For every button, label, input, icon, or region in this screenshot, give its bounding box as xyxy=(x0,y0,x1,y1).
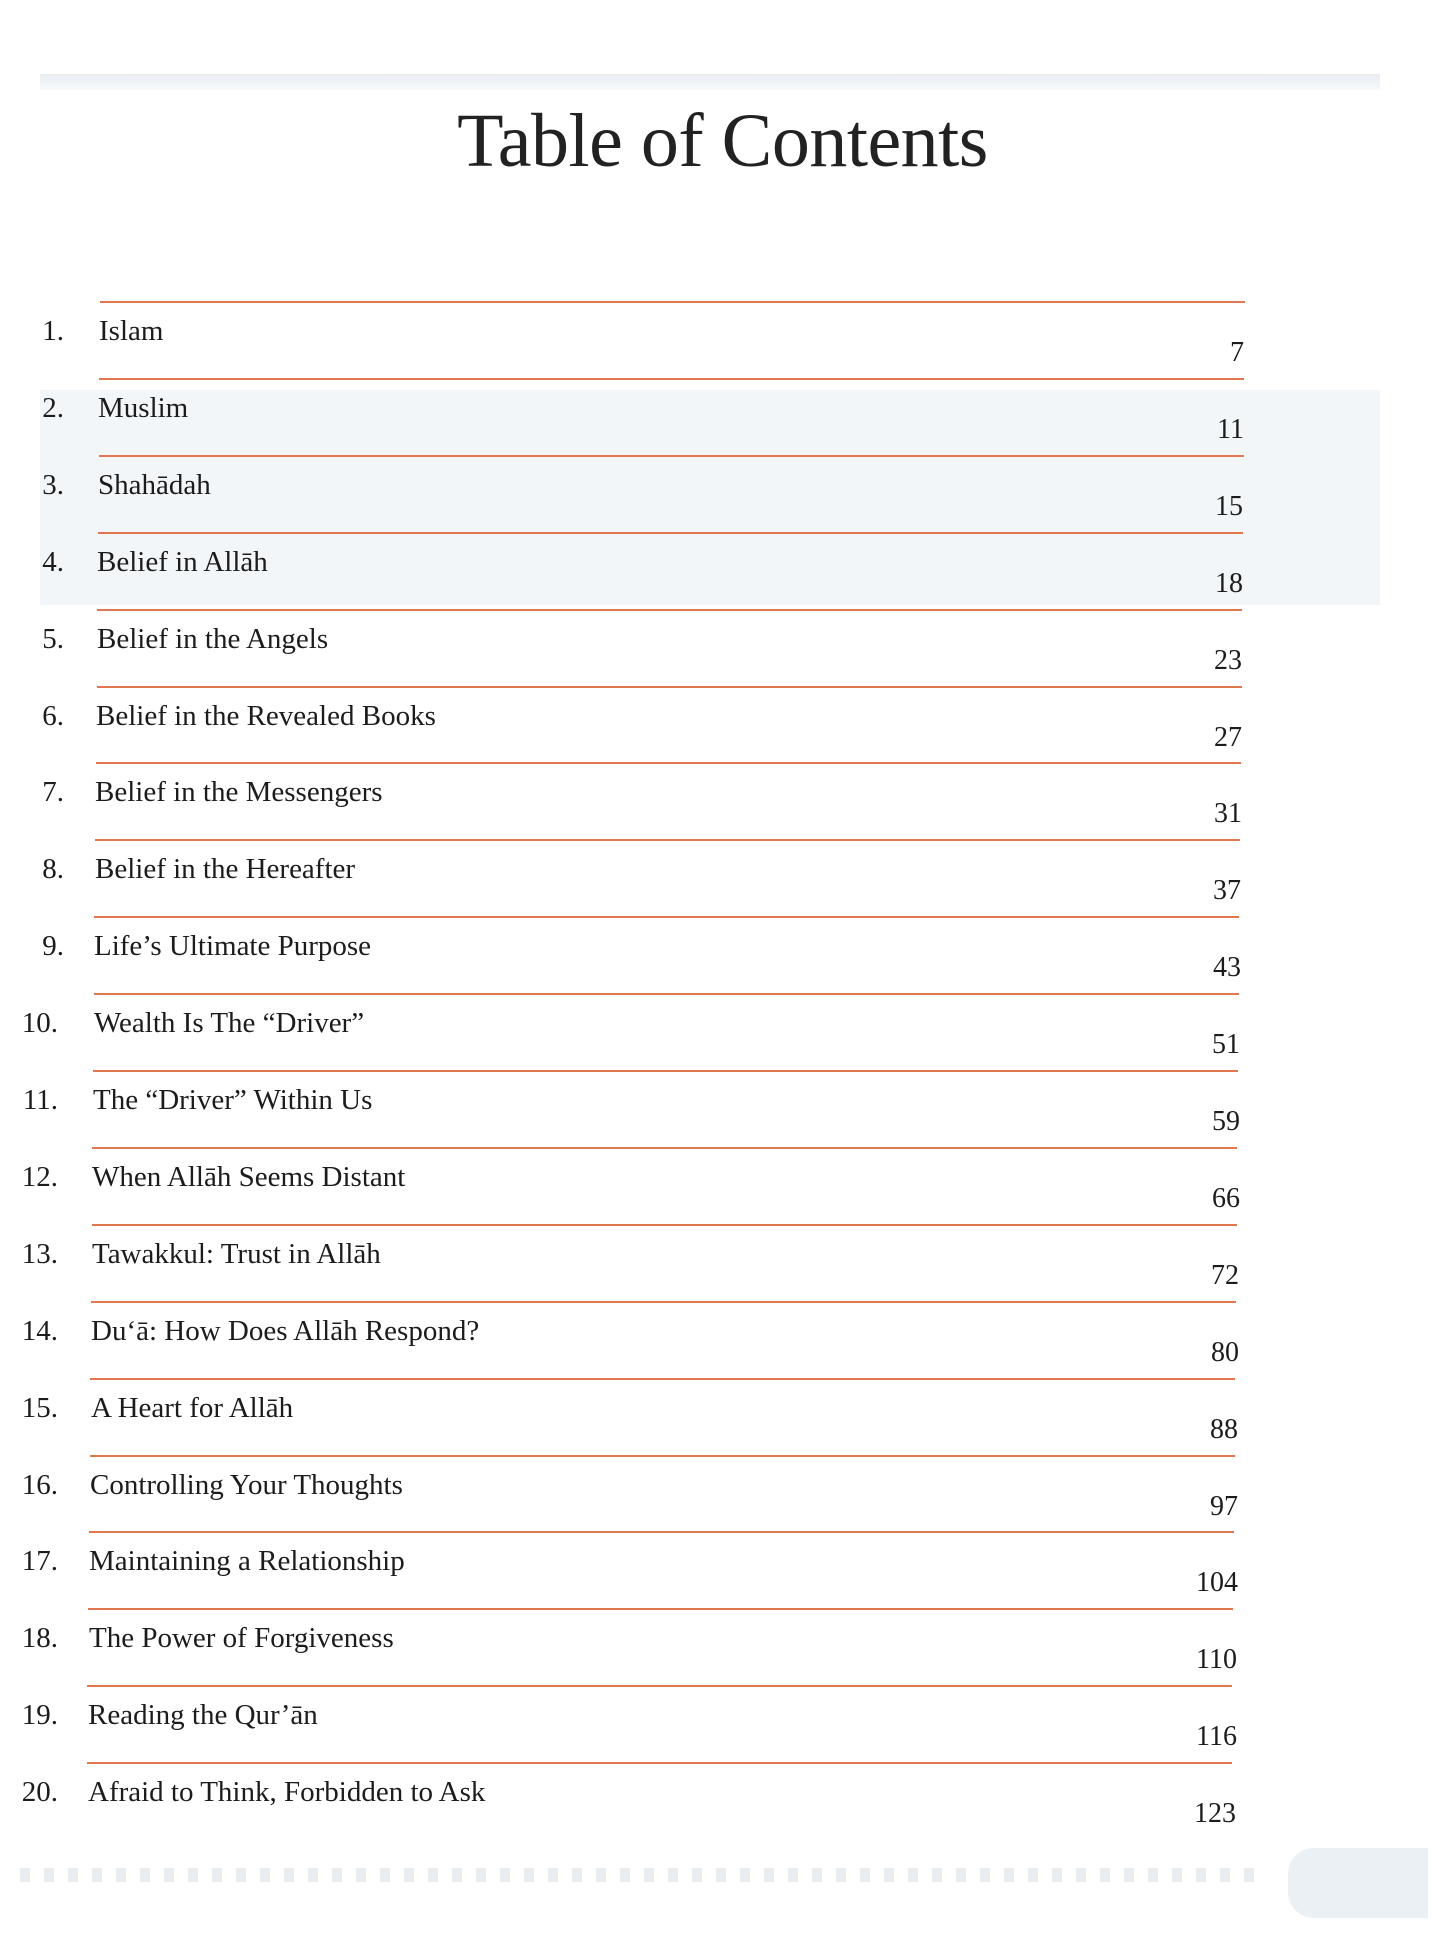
toc-entry-page-number: 23 xyxy=(1214,645,1242,676)
toc-entry-title: Shahādah xyxy=(98,469,211,501)
toc-divider xyxy=(100,301,1245,303)
toc-entry-number: 13. xyxy=(21,1238,58,1270)
toc-divider xyxy=(92,1224,1237,1226)
toc-entry[interactable] xyxy=(0,1531,1445,1608)
toc-divider xyxy=(96,762,1241,764)
toc-entry-page-number: 66 xyxy=(1212,1183,1240,1214)
toc-entry-number: 5. xyxy=(42,623,64,655)
toc-entry-title: Du‘ā: How Does Allāh Respond? xyxy=(91,1315,480,1347)
toc-entry-title: Controlling Your Thoughts xyxy=(90,1469,403,1501)
toc-entry-page-number: 43 xyxy=(1213,952,1241,983)
toc-divider xyxy=(99,455,1244,457)
toc-entry[interactable] xyxy=(0,1147,1445,1224)
toc-divider xyxy=(91,1301,1236,1303)
toc-entry[interactable] xyxy=(0,762,1445,839)
toc-entry-title: Belief in the Hereafter xyxy=(95,853,356,885)
toc-entry[interactable] xyxy=(0,609,1445,686)
toc-divider xyxy=(92,1147,1237,1149)
toc-entry[interactable] xyxy=(0,839,1445,916)
toc-entry-page-number: 31 xyxy=(1214,798,1242,829)
toc-entry-page-number: 116 xyxy=(1196,1721,1237,1752)
toc-divider xyxy=(94,993,1239,995)
toc-entry-number: 7. xyxy=(42,776,64,808)
toc-entry-number: 18. xyxy=(21,1622,58,1654)
toc-entry-page-number: 59 xyxy=(1212,1106,1240,1137)
toc-entry-page-number: 51 xyxy=(1212,1029,1240,1060)
toc-entry[interactable] xyxy=(0,1685,1445,1762)
toc-entry-number: 17. xyxy=(21,1545,58,1577)
toc-entry-title: Maintaining a Relationship xyxy=(89,1545,405,1577)
toc-entry-page-number: 104 xyxy=(1196,1567,1238,1598)
toc-entry-number: 20. xyxy=(21,1776,58,1808)
toc-entry[interactable] xyxy=(0,378,1445,455)
toc-entry-title: The “Driver” Within Us xyxy=(93,1084,373,1116)
toc-entry[interactable] xyxy=(0,1455,1445,1532)
toc-entry-title: Afraid to Think, Forbidden to Ask xyxy=(88,1776,486,1808)
toc-entry-title: Reading the Qur’ān xyxy=(88,1699,318,1731)
toc-entry-title: Belief in the Angels xyxy=(97,623,329,655)
toc-entry-page-number: 18 xyxy=(1215,568,1243,599)
toc-entry[interactable] xyxy=(0,686,1445,763)
toc-entry-page-number: 110 xyxy=(1196,1644,1237,1675)
toc-divider xyxy=(90,1455,1235,1457)
toc-entry-title: Belief in the Messengers xyxy=(95,776,383,808)
toc-entry-page-number: 72 xyxy=(1211,1260,1239,1291)
toc-entry-number: 15. xyxy=(21,1392,58,1424)
toc-entry-number: 19. xyxy=(21,1699,58,1731)
toc-entry-number: 8. xyxy=(42,853,64,885)
toc-entry-number: 12. xyxy=(21,1161,58,1193)
toc-entry[interactable] xyxy=(0,1224,1445,1301)
toc-entry[interactable] xyxy=(0,1070,1445,1147)
toc-entry-page-number: 11 xyxy=(1217,414,1244,445)
toc-divider xyxy=(94,916,1239,918)
toc-entry-title: Life’s Ultimate Purpose xyxy=(94,930,372,962)
toc-divider xyxy=(93,1070,1238,1072)
toc-entry-number: 6. xyxy=(42,700,64,732)
toc-entry-number: 10. xyxy=(21,1007,58,1039)
toc-entry-number: 1. xyxy=(42,315,64,347)
toc-entry-page-number: 123 xyxy=(1194,1798,1236,1829)
toc-entry-title: Belief in the Revealed Books xyxy=(96,700,436,732)
toc-divider xyxy=(95,839,1240,841)
toc-divider xyxy=(89,1531,1234,1533)
toc-divider xyxy=(98,532,1243,534)
toc-entry-number: 16. xyxy=(21,1469,58,1501)
toc-entry[interactable] xyxy=(0,301,1445,378)
toc-entry[interactable] xyxy=(0,455,1445,532)
toc-entry[interactable] xyxy=(0,1608,1445,1685)
toc-entry-title: The Power of Forgiveness xyxy=(89,1622,394,1654)
toc-entry-number: 2. xyxy=(42,392,64,424)
toc-entry-title: Wealth Is The “Driver” xyxy=(94,1007,365,1039)
toc-entry-number: 4. xyxy=(42,546,64,578)
toc-divider xyxy=(87,1762,1232,1764)
toc-entry-title: A Heart for Allāh xyxy=(91,1392,294,1424)
toc-entry[interactable] xyxy=(0,993,1445,1070)
toc-entry[interactable] xyxy=(0,532,1445,609)
toc-entry-title: When Allāh Seems Distant xyxy=(92,1161,406,1193)
toc-divider xyxy=(87,1685,1232,1687)
toc-entry-title: Muslim xyxy=(98,392,189,424)
toc-divider xyxy=(97,686,1242,688)
toc-divider xyxy=(97,609,1242,611)
toc-entry-title: Islam xyxy=(99,315,164,347)
toc-entry[interactable] xyxy=(0,1378,1445,1455)
toc-divider xyxy=(88,1608,1233,1610)
page-title: Table of Contents xyxy=(457,99,988,183)
toc-entry-number: 11. xyxy=(22,1084,58,1116)
toc-divider xyxy=(99,378,1244,380)
toc-entry-page-number: 97 xyxy=(1210,1491,1238,1522)
toc-entry[interactable] xyxy=(0,1762,1445,1839)
toc-entry[interactable] xyxy=(0,916,1445,993)
toc-entry[interactable] xyxy=(0,1301,1445,1378)
toc-entry-number: 3. xyxy=(42,469,64,501)
toc-entry-page-number: 7 xyxy=(1230,337,1244,368)
toc-entry-page-number: 15 xyxy=(1215,491,1243,522)
toc-entry-page-number: 88 xyxy=(1210,1414,1238,1445)
toc-divider xyxy=(90,1378,1235,1380)
toc-entry-page-number: 80 xyxy=(1211,1337,1239,1368)
toc-entry-title: Tawakkul: Trust in Allāh xyxy=(92,1238,381,1270)
toc-entry-number: 14. xyxy=(21,1315,58,1347)
toc-entry-title: Belief in Allāh xyxy=(97,546,268,578)
toc-entry-page-number: 37 xyxy=(1213,875,1241,906)
toc-entry-page-number: 27 xyxy=(1214,722,1242,753)
toc-entry-number: 9. xyxy=(42,930,64,962)
